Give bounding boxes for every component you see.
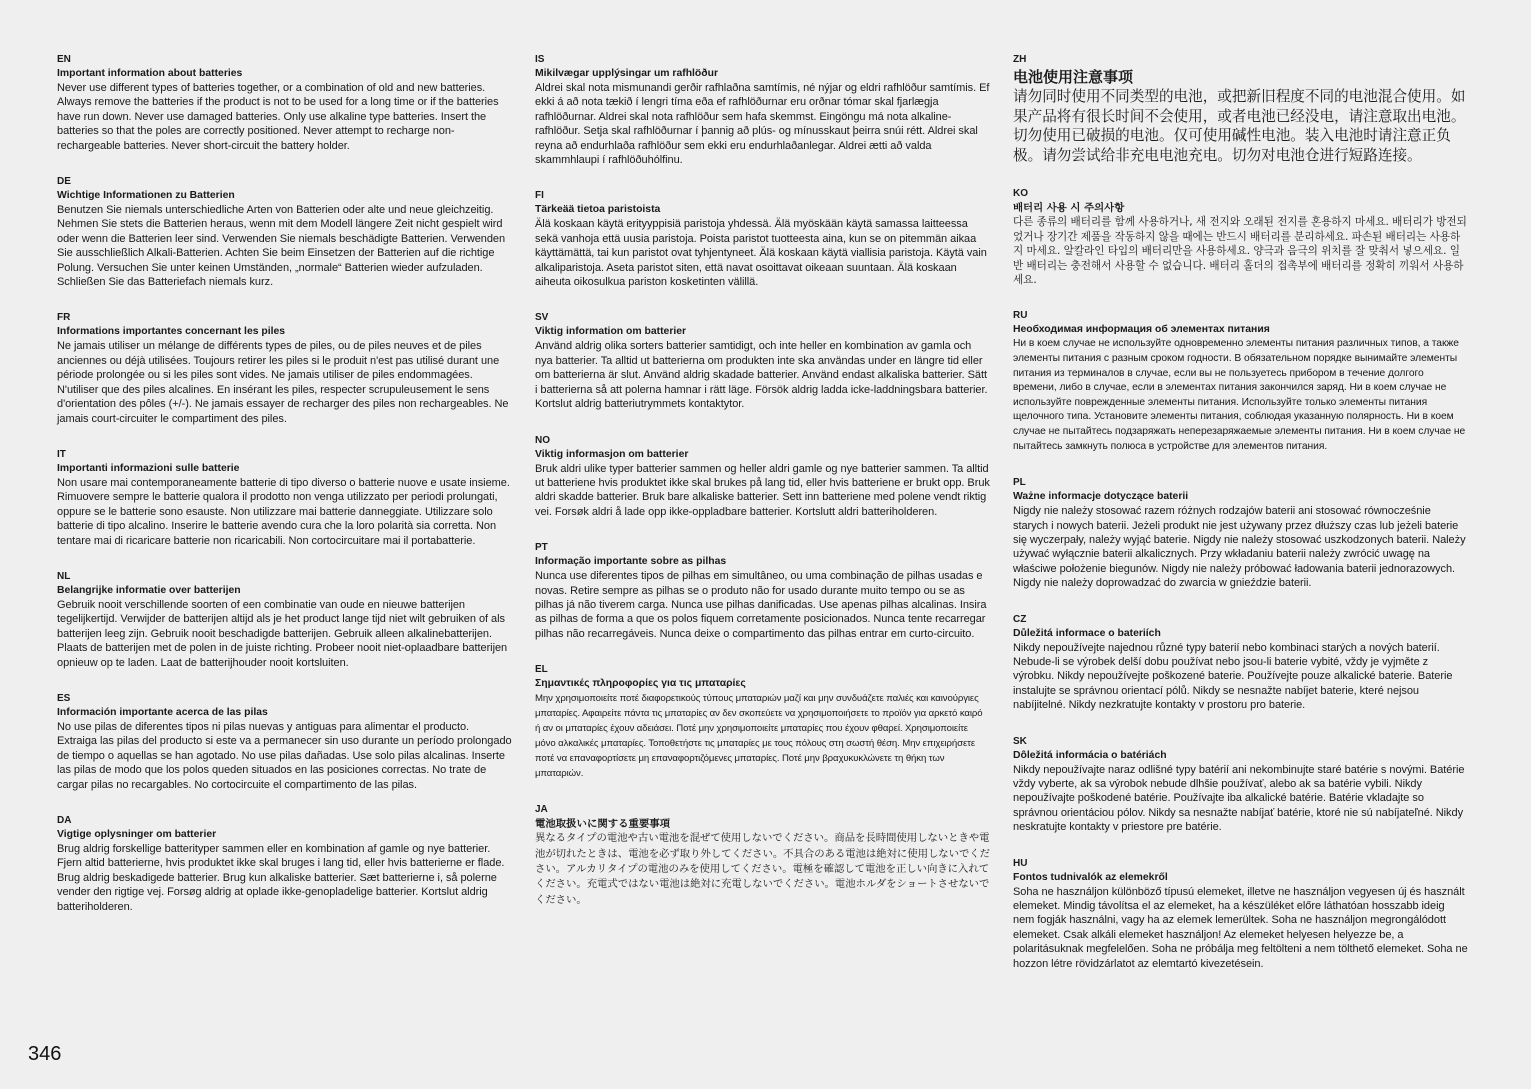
section-title: Mikilvægar upplýsingar um rafhlöður [535, 68, 719, 79]
section-ru [1013, 309, 1468, 454]
section-da [57, 814, 512, 914]
language-code: ZH [1013, 54, 1027, 65]
section-title: Important information about batteries [57, 68, 243, 79]
section-body: Gebruik nooit verschillende soorten of een combinatie van oude en nieuwe batterijen tegelijkertijd. Verwijder de batterijen altijd als je het product lange tijd niet wilt gebruiken of als batterijen leeg zijn. Gebruik nooit beschadigde batterijen. Gebruik alleen alkalinebatterijen. Plaats de batterijen met de polen in de juiste richting. Probeer nooit niet-oplaadbare batterijen opnieuw op te laden. Laat de batterijhouder nooit kortsluiten. [57, 598, 508, 669]
section-body: Nikdy nepoužívejte najednou různé typy baterií nebo kombinaci starých a nových baterií. Nebude-li se výrobek delší dobu používat nebo jsou-li baterie vybité, vždy je vyjměte z výrobku. Nikdy nepoužívejte poškozené baterie. Používejte pouze alkalické baterie. Baterie instalujte se správnou orientací pólů. Nikdy se nesnažte nabíjet baterie, které nejsou nabíjitelné. Nikdy nezkratujte kontakty v prostoru pro baterie. [1013, 641, 1453, 712]
section-no [535, 434, 990, 520]
section-title: Fontos tudnivalók az elemekről [1013, 871, 1168, 883]
section-body: No use pilas de diferentes tipos ni pilas nuevas y antiguas para alimentar el producto. Extraiga las pilas del producto si este va a permanecer sin uso durante un período prolongado de tiempo o aquellas se han agotado. No use pilas dañadas. Use solo pilas alcalinas. Inserte las pilas de modo que los polos queden situados en las posiciones correctas. No trate de cargar pilas no recargables. No cortocircuite el compartimento de las pilas. [57, 720, 512, 791]
section-title: Vigtige oplysninger om batterier [57, 829, 217, 840]
section-en [57, 53, 512, 153]
section-title: Tärkeää tietoa paristoista [535, 204, 661, 216]
section-it [57, 448, 512, 548]
language-code: CZ [1013, 613, 1027, 625]
section-sv [535, 311, 990, 411]
section-title: Belangrijke informatie over batterijen [57, 584, 241, 596]
section-title: 배터리 사용 시 주의사항 [1013, 202, 1125, 215]
section-title: Viktig information om batterier [535, 326, 687, 338]
section-fi [535, 189, 990, 289]
section-title: Необходимая информация об элементах питания [1013, 324, 1270, 336]
section-body: Ни в коем случае не используйте одновременно элементы питания различных типов, а также элементы питания с разным сроком годности. В обязательном порядке вынимайте элементы питания из терминалов в случае, если вы не пользуетесь прибором в течение долгого времени, либо в случае, если в элементах питания закончился заряд. Ни в коем случае не используйте поврежденные элементы питания. Используйте только элементы питания щелочного типа. Установите элементы питания, соблюдая указанную полярность. Ни в коем случае не пытайтесь подзаряжать неперезаряжаемые элементы питания. Ни в коем случае не пытайтесь замкнуть полюса в устройстве для элементов питания. [1013, 338, 1466, 452]
section-title: Información importante acerca de las pilas [57, 706, 268, 718]
section-title: 电池使用注意事项 [1013, 68, 1134, 86]
column-right [1013, 53, 1468, 993]
section-is [535, 53, 990, 167]
section-body: Non usare mai contemporaneamente batterie di tipo diverso o batterie nuove e usate insieme. Rimuovere sempre le batterie qualora il prodotto non venga utilizzato per periodi prolungati, oppure se le batterie sono esauste. Non utilizzare mai batterie danneggiate. Utilizzare solo batterie di tipo alcalino. Inserire le batterie avendo cura che la loro polarità sia corretta. Non tentare mai di ricaricare batterie non ricaricabili. Non cortocircuitare mai il portabatterie. [57, 476, 510, 547]
section-title: Wichtige Informationen zu Batterien [57, 190, 235, 202]
section-title: Viktig informasjon om batterier [535, 448, 689, 460]
language-code: NO [535, 434, 550, 446]
language-code: IT [57, 448, 66, 460]
section-body: Benutzen Sie niemals unterschiedliche Arten von Batterien oder alte und neue gleichzeitig. Nehmen Sie stets die Batterien heraus, wenn mit dem Modell längere Zeit nicht gespielt wird oder wenn die Batterien leer sind. Verwenden Sie niemals beschädigte Batterien. Verwenden Sie ausschließlich Alkali-Batterien. Achten Sie beim Einsetzen der Batterien auf die richtige Polung. Versuchen Sie unter keinen Umständen, „normale“ Batterien wieder aufzuladen. Schließen Sie das Batteriefach niemals kurz. [57, 204, 506, 289]
section-fr [57, 311, 512, 425]
section-el [535, 663, 990, 781]
section-title: Σημαντικές πληροφορίες για τις μπαταρίες [535, 678, 746, 690]
language-code: SV [535, 312, 549, 324]
section-hu [1013, 857, 1468, 971]
section-cz [1013, 613, 1468, 713]
section-body: Älä koskaan käytä erityyppisiä paristoja yhdessä. Älä myöskään käytä samassa laitteessa sekä vanhoja että uusia paristoja. Poista paristot tuotteesta aina, kun se on pitemmän aikaa käyttämättä, tai kun paristot ovat tyhjentyneet. Älä koskaan käytä viallisia paristoja. Käytä vain alkaliparistoja. Aseta paristot siten, että navat osoittavat oikeaan suuntaan. Älä koskaan aiheuta oikosulkua pariston kosketinten välillä. [535, 218, 987, 289]
language-code: PT [535, 542, 548, 554]
section-title: 電池取扱いに関する重要事項 [535, 818, 671, 831]
section-title: Dôležitá informácia o batériách [1013, 749, 1167, 761]
language-code: ES [57, 692, 71, 704]
section-ja [535, 803, 990, 908]
language-code: FR [57, 312, 71, 324]
section-pt [535, 541, 990, 641]
section-body: Nigdy nie należy stosować razem różnych rodzajów baterii ani stosować równocześnie starych i nowych baterii. Jeżeli produkt nie jest używany przez dłuższy czas lub jeżeli baterie się wyczerpały, należy wyjąć baterie. Nigdy nie należy stosować uszkodzonych baterii. Należy używać wyłącznie baterii alkalicznych. Przy wkładaniu baterii należy zwrócić uwagę na właściwe położenie biegunów. Nigdy nie należy próbować ładowania baterii jednorazowych. Nigdy nie należy doprowadzać do zwarcia w gnieździe baterii. [1013, 505, 1466, 590]
section-body: Never use different types of batteries together, or a combination of old and new batteries. Always remove the batteries if the product is not to be used for a long time or if the batteries have run down. Never use damaged batteries. Only use alkaline type batteries. Insert the batteries so that the poles are correctly positioned. Never attempt to recharge non-rechargeable batteries. Never short-circuit the battery holder. [57, 82, 499, 152]
language-code: EN [57, 54, 71, 65]
section-body: Använd aldrig olika sorters batterier samtidigt, och inte heller en kombination av gamla och nya batterier. Ta alltid ut batterierna om produkten inte ska användas under en längre tid eller om batterierna är slut. Använd aldrig skadade batterier. Använd endast alkaliska batterier. Sätt i batterierna så att polerna hamnar i rätt läge. Försök aldrig ladda icke-laddningsbara batterier. Kortslut aldrig batteriutrymmets kontaktytor. [535, 340, 988, 411]
section-de [57, 175, 512, 289]
column-middle [535, 53, 990, 930]
language-code: NL [57, 570, 71, 582]
section-body: Μην χρησιμοποιείτε ποτέ διαφορετικούς τύπους μπαταριών μαζί και μην συνδυάζετε παλιές και καινούργιες μπαταρίες. Αφαιρείτε πάντα τις μπαταρίες αν δεν σκοπεύετε να χρησιμοποιήσετε το προϊόν για αρκετό καιρό ή αν οι μπαταρίες έχουν αδειάσει. Ποτέ μην χρησιμοποιείτε μπαταρίες που έχουν φθαρεί. Χρησιμοποιείτε μόνο αλκαλικές μπαταρίες. Τοποθετήστε τις μπαταρίες με τους πόλους στη σωστή θέση. Μην επιχειρήσετε ποτέ να επαναφορτίσετε μη επαναφορτιζόμενες μπαταρίες. Ποτέ μην βραχυκυκλώνετε τη θήκη των μπαταριών. [535, 693, 983, 780]
page-number: 346 [28, 1043, 62, 1065]
section-body: Nikdy nepoužívajte naraz odlišné typy batérií ani nekombinujte staré batérie s novými. Batérie vždy vyberte, ak sa výrobok nebude dlhšie používať, alebo ak sa batérie vybili. Nikdy nepoužívajte poškodené batérie. Používajte iba alkalické batérie. Batérie vkladajte so správnou orientáciou pólov. Nikdy sa nesnažte nabíjať batérie, ktoré nie sú nabíjateľné. Nikdy neskratujte kontakty v priestore pre batérie. [1013, 763, 1465, 834]
section-title: Importanti informazioni sulle batterie [57, 462, 240, 474]
section-body: Soha ne használjon különböző típusú elemeket, illetve ne használjon vegyesen új és használt elemeket. Mindig távolítsa el az elemeket, ha a készüléket előre láthatóan hosszabb ideig nem fogják használni, vagy ha az elemek lemerültek. Soha ne használjon megrongálódott elemeket. Csak alkáli elemeket használjon! Az elemeket helyesen helyezze be, a polaritásuknak megfelelően. Soha ne próbálja meg feltölteni a nem tölthető elemeket. Soha ne hozzon létre rövidzárlatot az elemtartó kivezetésein. [1013, 885, 1468, 970]
language-code: HU [1013, 857, 1028, 869]
section-body: Bruk aldri ulike typer batterier sammen og heller aldri gamle og nye batterier sammen. Ta alltid ut batteriene hvis produktet ikke skal brukes på lang tid, eller hvis batteriene er brukt opp. Bruk aldri skadde batterier. Bruk bare alkaliske batterier. Sett inn batteriene med polene vendt riktig vei. Forsøk aldri å lade opp ikke-oppladbare batterier. Kortslutt aldri batteriholderen. [535, 462, 990, 518]
section-body: 다른 종류의 배터리를 함께 사용하거나, 새 전지와 오래된 전지를 혼용하지 마세요. 배터리가 방전되었거나 장기간 제품을 작동하지 않을 때에는 반드시 배터리를 분리하세요. 파손된 배터리는 사용하지 마세요. 알칼라인 타입의 배터리만을 사용하세요. 양극과 음극의 위치를 잘 맞춰서 넣으세요. 일반 배터리는 충전해서 사용할 수 없습니다. 배터리 홀더의 접촉부에 배터리를 정확히 끼워서 사용하세요. [1013, 216, 1467, 286]
language-code: KO [1013, 188, 1028, 200]
section-body: Brug aldrig forskellige batterityper sammen eller en kombination af gamle og nye batterier. Fjern altid batterierne, hvis produktet ikke skal bruges i lang tid, eller hvis batterierne er flade. Brug aldrig beskadigede batterier. Brug kun alkaliske batterier. Sæt batterierne i, så polerne vender den rigtige vej. Forsøg aldrig at oplade ikke-genopladelige batterier. Kortslut aldrig batteriholderen. [57, 843, 505, 913]
section-title: Informations importantes concernant les piles [57, 326, 286, 338]
section-zh [1013, 53, 1468, 165]
section-body: Nunca use diferentes tipos de pilhas em simultâneo, ou uma combinação de pilhas usadas e novas. Retire sempre as pilhas se o produto não for usado durante muito tempo ou se as pilhas já não tiverem carga. Nunca use pilhas danificadas. Use apenas pilhas alcalinas. Insira as pilhas de forma a que os polos fiquem corretamente posicionados. Nunca tente recarregar pilhas não recarregáveis. Nunca deixe o compartimento das pilhas entrar em curto-circuito. [535, 570, 987, 640]
language-code: DE [57, 176, 71, 188]
column-left [57, 53, 512, 936]
section-sk [1013, 735, 1468, 835]
section-body: 異なるタイプの電池や古い電池を混ぜて使用しないでください。商品を長時間使用しないときや電池が切れたときは、電池を必ず取り外してください。不具合のある電池は絶対に使用しないでください。アルカリタイプの電池のみを使用してください。電極を確認して電池を正しい向きに入れてください。充電式ではない電池は絶対に充電しないでください。電池ホルダをショートさせないでください。 [535, 832, 990, 906]
section-title: Informação importante sobre as pilhas [535, 556, 727, 568]
section-es [57, 692, 512, 792]
section-nl [57, 570, 512, 670]
section-ko [1013, 187, 1468, 287]
language-code: PL [1013, 477, 1026, 489]
section-title: Důležitá informace o bateriích [1013, 627, 1161, 639]
language-code: EL [535, 664, 548, 676]
section-body: Aldrei skal nota mismunandi gerðir rafhlaðna samtímis, né nýjar og eldri rafhlöður samtímis. Ef ekki á að nota tækið í lengri tíma eða ef rafhlöðurnar eru orðnar tómar skal fjarlægja rafhlöðurnar. Aldrei skal nota rafhlöður sem hafa skemmst. Eingöngu má nota alkaline-rafhlöður. Setja skal rafhlöðurnar í þannig að plús- og mínusskaut þeirra snúi rétt. Aldrei skal reyna að endurhlaða rafhlöður sem ekki eru endurhlaðanlegar. Aldrei ætti að valda skammhlaupi í rafhlöðuhólfinu. [535, 82, 990, 167]
section-body: Ne jamais utiliser un mélange de différents types de piles, ou de piles neuves et de piles anciennes ou déjà utilisées. Toujours retirer les piles si le produit n'est pas utilisé durant une période prolongée ou si les piles sont vides. Ne jamais utiliser de piles endommagées. N'utiliser que des piles alcalines. En insérant les piles, respecter scrupuleusement le sens d'orientation des pôles (+/-). Ne jamais essayer de recharger des piles non rechargeables. Ne jamais court-circuiter le compartiment des piles. [57, 340, 509, 425]
language-code: JA [535, 804, 548, 816]
language-code: IS [535, 54, 545, 65]
language-code: RU [1013, 310, 1028, 322]
section-pl [1013, 476, 1468, 590]
language-code: DA [57, 815, 72, 826]
language-code: SK [1013, 735, 1027, 747]
section-body: 请勿同时使用不同类型的电池，或把新旧程度不同的电池混合使用。如果产品将有很长时间不会使用，或者电池已经没电，请注意取出电池。切勿使用已破损的电池。仅可使用碱性电池。装入电池时请注意正负极。请勿尝试给非充电电池充电。切勿对电池仓进行短路连接。 [1013, 88, 1466, 164]
section-title: Ważne informacje dotyczące baterii [1013, 491, 1189, 503]
language-code: FI [535, 190, 544, 202]
